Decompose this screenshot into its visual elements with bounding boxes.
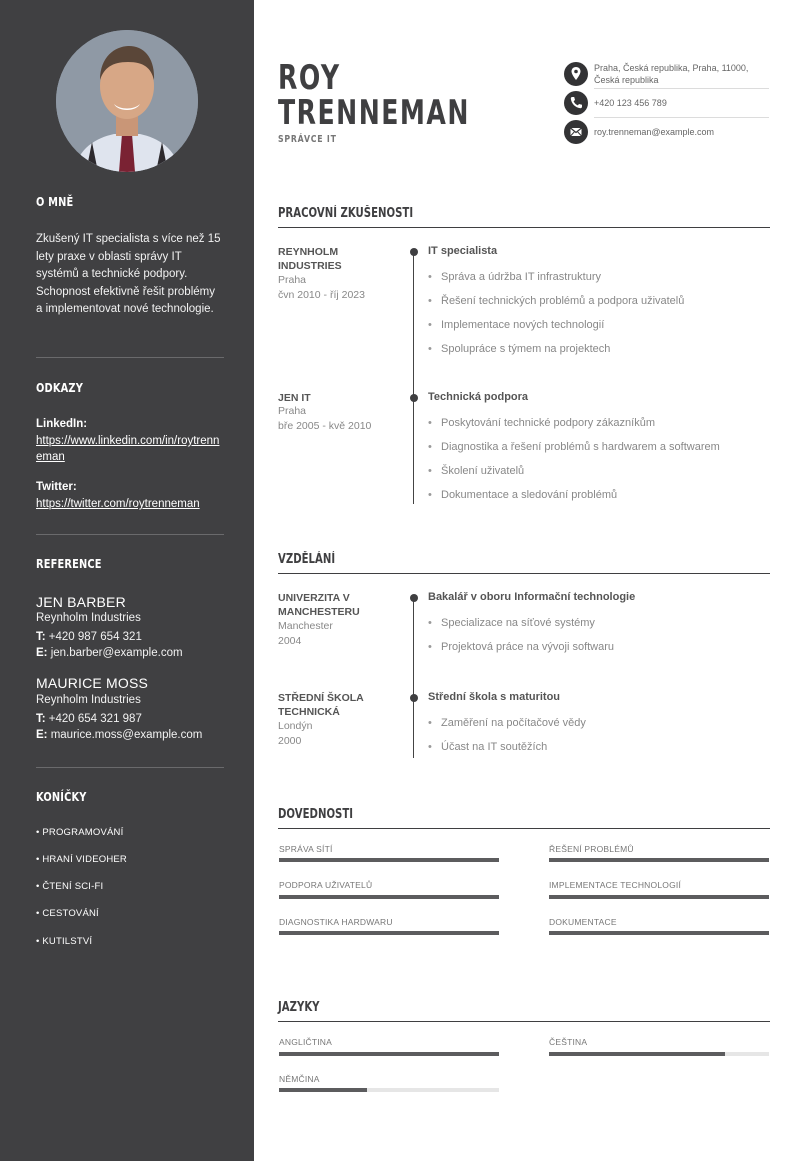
- school-name: STŘEDNÍ ŠKOLA TECHNICKÁ: [278, 692, 364, 718]
- responsibility-item: • Dokumentace a sledování problémů: [428, 489, 617, 501]
- responsibility-item: • Diagnostika a řešení problémů s hardwarem a softwarem: [428, 441, 720, 453]
- responsibility-item: • Spolupráce s týmem na projektech: [428, 343, 610, 355]
- job-title: SPRÁVCE IT: [278, 134, 337, 145]
- language-bar-fill: [279, 1052, 499, 1056]
- reference-phone: T: +420 987 654 321: [36, 631, 142, 643]
- skills-heading: DOVEDNOSTI: [278, 807, 354, 822]
- section-rule: [278, 227, 770, 228]
- languages-heading: JAZYKY: [278, 1000, 320, 1015]
- hobby-item: • PROGRAMOVÁNÍ: [36, 827, 124, 838]
- role-title: IT specialista: [428, 245, 498, 257]
- education-detail: • Účast na IT soutěžích: [428, 741, 547, 753]
- skill-name: SPRÁVA SÍTÍ: [279, 844, 333, 854]
- skill-bar: [279, 858, 499, 862]
- section-rule: [278, 1021, 770, 1022]
- degree-title: Bakalář v oboru Informační technologie: [428, 591, 636, 603]
- degree-title: Střední škola s maturitou: [428, 691, 561, 703]
- education-detail: • Zaměření na počítačové vědy: [428, 717, 586, 729]
- contact-phone: +420 123 456 789: [594, 98, 667, 108]
- skill-name: DIAGNOSTIKA HARDWARU: [279, 917, 393, 927]
- hobby-item: • HRANÍ VIDEOHER: [36, 854, 127, 865]
- timeline-dot: [410, 694, 418, 702]
- skill-name: PODPORA UŽIVATELŮ: [279, 880, 373, 890]
- skill-bar-fill: [279, 858, 499, 862]
- divider: [594, 117, 769, 118]
- hobby-item: • ČTENÍ SCI-FI: [36, 881, 104, 892]
- school-year: 2004: [278, 635, 302, 647]
- section-rule: [278, 573, 770, 574]
- section-rule: [278, 828, 770, 829]
- reference-email: E: maurice.moss@example.com: [36, 729, 203, 741]
- school-year: 2000: [278, 735, 302, 747]
- reference-phone: T: +420 654 321 987: [36, 713, 142, 725]
- employer-city: Praha: [278, 274, 307, 286]
- about-heading: O MNĚ: [36, 195, 74, 209]
- employer-name: REYNHOLM INDUSTRIES: [278, 246, 342, 272]
- contact-address: Praha, Česká republika, Praha, 11000, Česká republika: [594, 63, 749, 85]
- responsibility-item: • Poskytování technické podpory zákazníkům: [428, 417, 655, 429]
- divider: [594, 88, 769, 89]
- responsibility-item: • Správa a údržba IT infrastruktury: [428, 271, 601, 283]
- about-text: Zkušený IT specialista s více než 15 lety praxe v oblasti správy IT systémů a technické podpory. Schopnost efektivně řešit problémy a implementovat nové technologie.: [36, 233, 221, 315]
- reference-name: JEN BARBER: [36, 594, 126, 610]
- divider: [36, 534, 224, 535]
- linkedin-label: LinkedIn:: [36, 418, 88, 430]
- experience-heading: PRACOVNÍ ZKUŠENOSTI: [278, 206, 414, 221]
- language-bar: [279, 1052, 499, 1056]
- experience-timeline: [413, 252, 414, 504]
- linkedin-link[interactable]: https://www.linkedin.com/in/roytrenneman: [36, 435, 220, 463]
- skill-bar-fill: [279, 895, 499, 899]
- language-bar: [549, 1052, 769, 1056]
- profile-photo: [56, 30, 198, 172]
- skill-bar-fill: [549, 931, 769, 935]
- language-bar-fill: [549, 1052, 725, 1056]
- skill-bar-fill: [279, 931, 499, 935]
- education-detail: • Projektová práce na vývoji softwaru: [428, 641, 614, 653]
- responsibility-item: • Implementace nových technologií: [428, 319, 604, 331]
- skill-name: DOKUMENTACE: [549, 917, 617, 927]
- references-heading: REFERENCE: [36, 557, 102, 571]
- reference-company: Reynholm Industries: [36, 612, 141, 624]
- skill-name: IMPLEMENTACE TECHNOLOGIÍ: [549, 880, 682, 890]
- employer-dates: bře 2005 - kvě 2010: [278, 420, 372, 432]
- skill-bar: [549, 858, 769, 862]
- timeline-dot: [410, 394, 418, 402]
- language-bar-fill: [279, 1088, 367, 1092]
- skill-bar-fill: [549, 895, 769, 899]
- skill-bar: [549, 931, 769, 935]
- skill-name: ŘEŠENÍ PROBLÉMŮ: [549, 844, 634, 854]
- reference-name: MAURICE MOSS: [36, 675, 149, 691]
- role-title: Technická podpora: [428, 391, 529, 403]
- location-icon: [564, 62, 588, 86]
- contact-email: roy.trenneman@example.com: [594, 127, 715, 137]
- hobby-item: • CESTOVÁNÍ: [36, 908, 99, 919]
- responsibility-item: • Školení uživatelů: [428, 465, 524, 477]
- skill-bar: [279, 895, 499, 899]
- language-name: ANGLIČTINA: [279, 1037, 333, 1047]
- employer-dates: čvn 2010 - říj 2023: [278, 289, 365, 301]
- timeline-dot: [410, 248, 418, 256]
- skill-bar: [549, 895, 769, 899]
- skill-bar-fill: [549, 858, 769, 862]
- mail-icon: [564, 120, 588, 144]
- reference-company: Reynholm Industries: [36, 694, 141, 706]
- language-name: NĚMČINA: [279, 1074, 320, 1084]
- twitter-label: Twitter:: [36, 481, 77, 493]
- hobby-item: • KUTILSTVÍ: [36, 936, 93, 947]
- education-timeline: [413, 598, 414, 758]
- divider: [36, 357, 224, 358]
- school-name: UNIVERZITA V MANCHESTERU: [278, 592, 360, 618]
- language-name: ČEŠTINA: [549, 1037, 588, 1047]
- links-heading: ODKAZY: [36, 381, 84, 395]
- sidebar: [0, 0, 254, 1161]
- twitter-link[interactable]: https://twitter.com/roytrenneman: [36, 498, 200, 510]
- education-detail: • Specializace na síťové systémy: [428, 617, 595, 629]
- first-name: ROY: [278, 58, 341, 98]
- timeline-dot: [410, 594, 418, 602]
- school-city: Londýn: [278, 720, 313, 732]
- responsibility-item: • Řešení technických problémů a podpora uživatelů: [428, 295, 684, 307]
- last-name: TRENNEMAN: [278, 93, 470, 133]
- reference-email: E: jen.barber@example.com: [36, 647, 183, 659]
- phone-icon: [564, 91, 588, 115]
- education-heading: VZDĚLÁNÍ: [278, 552, 336, 567]
- employer-city: Praha: [278, 405, 307, 417]
- skill-bar: [279, 931, 499, 935]
- divider: [36, 767, 224, 768]
- language-bar: [279, 1088, 499, 1092]
- school-city: Manchester: [278, 620, 333, 632]
- employer-name: JEN IT: [278, 392, 311, 404]
- hobbies-heading: KONÍČKY: [36, 790, 87, 804]
